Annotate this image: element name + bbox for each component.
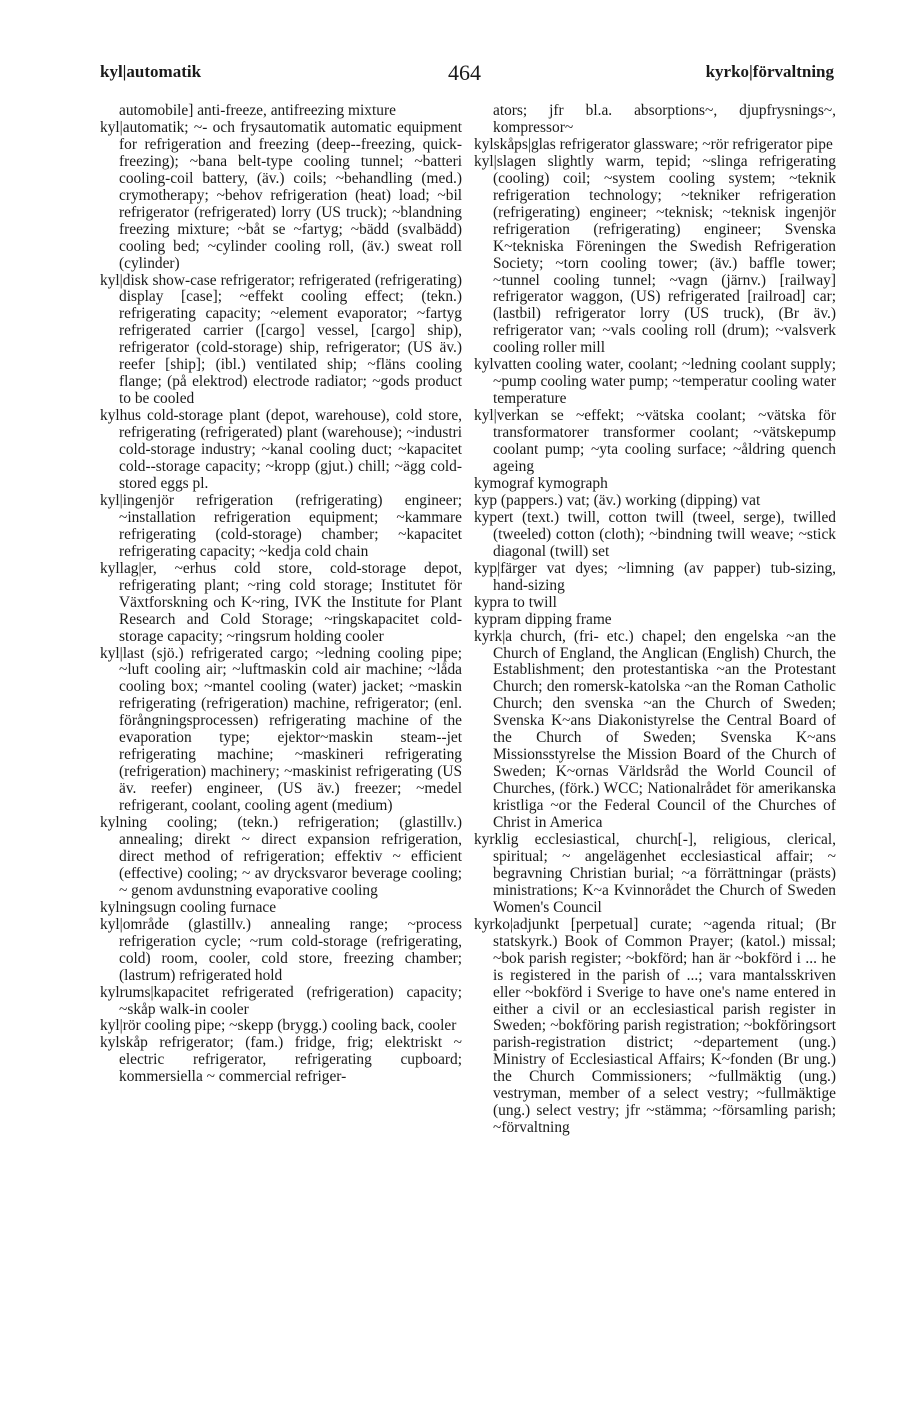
dictionary-entry: kylrums|kapacitet refrigerated (refrigeration) capacity; ~skåp walk-in cooler xyxy=(100,983,462,1018)
dictionary-entry: kyl|automatik; ~- och frysautomatik automatic equipment for refrigeration and freezing (deep--freezing, quick-freezing); ~bana belt-type cooling tunnel; ~batteri cooling-coil battery, (äv.) coils; ~behandling (med.) crymotherapy; ~behov refrigeration (heat) load; ~bil refrigerator (refrigerated) lorry (US truck); ~blandning freezing mixture; ~båt se ~fartyg; ~bädd (svalbädd) cooling bed; ~cylinder cooling roll, (äv.) sweat roll (cylinder) xyxy=(100,118,462,272)
running-header-left: kyl|automatik xyxy=(100,62,202,81)
dictionary-entry: ators; jfr bl.a. absorptions~, djupfrysnings~, kompressor~ xyxy=(493,102,836,136)
dictionary-entry: kyl|ingenjör refrigeration (refrigerating) engineer; ~installation refrigeration equipment; ~kammare refrigerating (cold-storage) chamber; ~kapacitet refrigerating capacity; ~kedja cold chain xyxy=(100,491,462,560)
dictionary-entry: kylvatten cooling water, coolant; ~ledning coolant supply; ~pump cooling water pump; ~temperatur cooling water temperature xyxy=(474,356,836,408)
dictionary-entry: kyp|färger vat dyes; ~limning (av papper) tub-sizing, hand-sizing xyxy=(474,559,836,594)
dictionary-entry: kyl|disk show-case refrigerator; refrigerated (refrigerating) display [case]; ~effekt cooling effect; (tekn.) refrigerating capacity; ~element evaporator; ~fartyg refrigerated carrier ([cargo] vessel, [cargo] ship), refrigerator (cold-storage) ship, refrigerator; (US äv.) reefer [ship]; (ibl.) ventilated ship; ~fläns cooling flange; (på elektrod) electrode radiator; ~gods product to be cooled xyxy=(100,271,462,408)
dictionary-entry: kyl|område (glastillv.) annealing range; ~process refrigeration cycle; ~rum cold-storage (refrigerating, cold) room, cooler, cold store, freezing chamber; (lastrum) refrigerated hold xyxy=(100,915,462,984)
dictionary-entry: kyl|rör cooling pipe; ~skepp (brygg.) cooling back, cooler xyxy=(100,1017,457,1035)
dictionary-entry: kylskåps|glas refrigerator glassware; ~rör refrigerator pipe xyxy=(474,135,833,153)
left-column xyxy=(100,103,462,1086)
dictionary-entry: kyllag|er, ~erhus cold store, cold-storage depot, refrigerating plant; ~ring cold storage; Institutet för Växtforskning och K~ring, IVK the Institute for Plant Research and Cold Storage; ~ringskapacitet cold-storage capacity; ~ringsrum holding cooler xyxy=(100,559,462,645)
running-header-right: kyrko|förvaltning xyxy=(705,62,834,81)
dictionary-entry: kymograf kymograph xyxy=(474,474,608,492)
dictionary-entry: kylhus cold-storage plant (depot, warehouse), cold store, refrigerating (refrigerated) plant (warehouse); ~industri cold-storage industry; ~kanal cooling duct; ~kapacitet cold--storage capacity; ~kropp (gjut.) chill; ~ägg cold-stored eggs pl. xyxy=(100,407,462,492)
dictionary-entry: kyl|last (sjö.) refrigerated cargo; ~ledning cooling pipe; ~luft cooling air; ~luftmaskin cold air machine; ~låda cooling box; ~mantel cooling (water) jacket; ~maskin refrigerating (refrigeration) machine, refrigerator; (enl. förångningsprocessen) refrigerating machine of the evaporation type; ejektor~maskin steam--jet refrigerating machine; ~maskineri refrigerating (refrigeration) machinery; ~maskinist refrigerating (US äv. reefer) engineer, (US äv.) freezer; ~medel refrigerant, coolant, cooling agent (medium) xyxy=(100,644,462,815)
dictionary-entry: kypra to twill xyxy=(474,593,557,611)
dictionary-entry: kypert (text.) twill, cotton twill (tweel, serge), twilled (tweeled) cotton (cloth); ~bindning twill weave; ~stick diagonal (twill) set xyxy=(474,508,836,560)
right-column xyxy=(474,103,836,1137)
dictionary-entry: kyl|verkan se ~effekt; ~vätska coolant; ~vätska för transformatorer transformer coolant; ~vätskepump coolant pump; ~yta cooling surface; ~åldring quench ageing xyxy=(474,407,836,476)
dictionary-entry: kyrko|adjunkt [perpetual] curate; ~agenda ritual; (Br statskyrk.) Book of Common Prayer; (katol.) missal; ~bok parish register; ~bokförd; han är ~bokförd i ... he is registered in the parish of ...; vara mantalsskriven eller ~bokförd i Sverige to have one's name entered in either a civil or an ecclesiastical parish register in Sweden; ~bokföring parish registration; ~bokföringsort parish-registration district; ~departement (ung.) Ministry of Ecclesiastical Affairs; K~fonden (Br ung.) the Church Commissioners; ~fullmäktig (ung.) vestryman, member of a select vestry; ~fullmäktige (ung.) select vestry; jfr ~stämma; ~församling parish; ~förvaltning xyxy=(474,915,836,1137)
dictionary-entry: kyp (pappers.) vat; (äv.) working (dipping) vat xyxy=(474,491,761,509)
dictionary-entry: kylningsugn cooling furnace xyxy=(100,898,277,916)
dictionary-entry: kyl|slagen slightly warm, tepid; ~slinga refrigerating (cooling) coil; ~system cooling system; ~teknik refrigeration technology; ~tekniker refrigeration (refrigerating) engineer; ~teknisk; ~teknisk ingenjör refrigeration (refrigerating) engineer; Svenska K~tekniska Föreningen the Swedish Refrigeration Society; ~torn cooling tower; (äv.) baffle tower; ~tunnel cooling tunnel; ~vagn (järnv.) [railway] refrigerator waggon, (US) refrigerated [railroad] car; (lastbil) refrigerator lorry (US truck), (Br äv.) refrigerator van; ~vals cooling roll (drum); ~valsverk cooling roller mill xyxy=(474,152,836,357)
dictionary-entry: kylning cooling; (tekn.) refrigeration; (glastillv.) annealing; direkt ~ direct expansion refrigeration, direct method of refrigeration; effektiv ~ efficient (effective) cooling; ~ av drycksvaror beverage cooling; ~ genom avdunstning evaporative cooling xyxy=(100,814,462,899)
dictionary-entry: kyrklig ecclesiastical, church[-], religious, clerical, spiritual; ~ angelägenhet ecclesiastical affair; ~ begravning Christian burial; ~a förrättningar (prästs) ministrations; K~a Kvinnorådet the Church of Sweden Women's Council xyxy=(474,830,836,916)
dictionary-entry: automobile] anti-freeze, antifreezing mixture xyxy=(119,102,396,119)
page-number: 464 xyxy=(448,60,481,85)
dictionary-entry: kyrk|a church, (fri- etc.) chapel; den engelska ~an the Church of England, the Anglican (English) Church, the Establishment; den protestantiska ~an the Protestant Church; den romersk-katolska ~an the Roman Catholic Church; den svenska ~an the Church of Sweden; Svenska K~ans Diakonistyrelse the Central Board of the Church of Sweden; Svenska K~ans Missionsstyrelse the Mission Board of the Church of Sweden; K~ornas Världsråd the World Council of Churches, (förk.) WCC; Nationalrådet för amerikanska kristliga ~or the Federal Council of the Churches of Christ in America xyxy=(474,627,836,832)
dictionary-entry: kypram dipping frame xyxy=(474,610,612,628)
dictionary-entry: kylskåp refrigerator; (fam.) fridge, frig; elektriskt ~ electric refrigerator, refrigerating cupboard; kommersiella ~ commercial refriger- xyxy=(100,1034,462,1086)
